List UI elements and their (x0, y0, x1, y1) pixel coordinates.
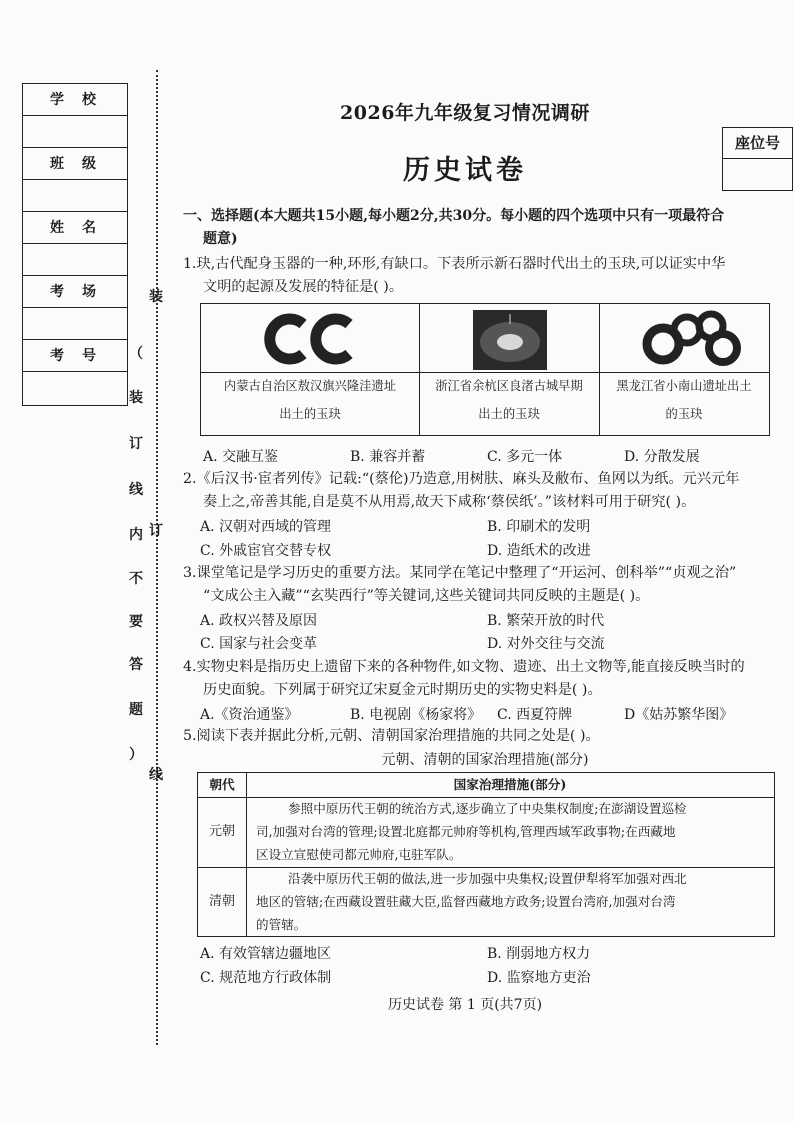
jade-caption: 浙江省余杭区良渚古城早期 出土的玉玦 (435, 379, 583, 421)
binding-note-char: 内 (129, 527, 143, 543)
option-a[interactable]: A. 政权兴替及原因 (200, 613, 318, 629)
question-3-stem: “文成公主入藏”“玄奘西行”等关键词,这些关键词共同反映的主题是( )。 (203, 588, 650, 604)
table-header-dynasty: 朝代 (209, 777, 235, 792)
binding-mark: 装 (149, 289, 163, 305)
subject-title: 历史试卷 (403, 155, 527, 186)
binding-note-char: 题 (129, 702, 143, 718)
field-label-exam-number: 考号 (23, 340, 127, 372)
question-4-stem: 4.实物史料是指历史上遗留下来的各种物件,如文物、遗迹、出土文物等,能直接反映当时的 (183, 659, 745, 675)
jade-jue-image (633, 310, 745, 370)
field-label-name: 姓名 (23, 212, 127, 244)
measure-line: 的管辖。 (256, 917, 307, 932)
jade-jue-image (263, 312, 359, 366)
binding-note-char: 装 (129, 390, 143, 406)
binding-mark: 线 (149, 767, 163, 783)
option-d[interactable]: D. 监察地方吏治 (487, 970, 591, 986)
field-input-name[interactable] (23, 244, 127, 276)
jade-caption: 内蒙古自治区敖汉旗兴隆洼遗址 出土的玉玦 (223, 379, 397, 421)
dynasty-qing: 清朝 (208, 894, 235, 909)
option-c[interactable]: C. 西夏符牌 (497, 707, 573, 723)
section-instruction: 一、选择题(本大题共15小题,每小题2分,共30分。每小题的四个选项中只有一项最符合 (183, 208, 725, 224)
option-b[interactable]: B. 印刷术的发明 (487, 519, 591, 535)
binding-note-char: ） (129, 747, 143, 763)
binding-dotted-line (156, 70, 158, 1045)
option-b[interactable]: B. 削弱地方权力 (487, 946, 591, 962)
measure-line: 司,加强对台湾的管理;设置北庭都元帅府等机构,管理西域军政事物;在西藏地 (256, 824, 676, 839)
binding-note-char: 答 (129, 657, 143, 673)
option-d[interactable]: D. 对外交往与交流 (487, 636, 605, 652)
field-label-exam-room: 考场 (23, 276, 127, 308)
student-info-table (22, 83, 128, 406)
field-label-school: 学校 (23, 84, 127, 116)
question-3-stem: 3.课堂笔记是学习历史的重要方法。某同学在笔记中整理了“开运河、创科举”“贞观之治” (183, 565, 737, 581)
question-1-stem: 1.玦,古代配身玉器的一种,环形,有缺口。下表所示新石器时代出土的玉玦,可以证实中华 (183, 256, 726, 272)
dynasty-yuan: 元朝 (208, 824, 235, 839)
option-d[interactable]: D《姑苏繁华图》 (624, 707, 734, 723)
binding-note-char: （ (129, 346, 143, 362)
option-a[interactable]: A. 有效管辖边疆地区 (200, 946, 332, 962)
table-caption: 元朝、清朝的国家治理措施(部分) (381, 752, 589, 768)
option-b[interactable]: B. 兼容并蓄 (350, 449, 426, 465)
option-a[interactable]: A.《资治通鉴》 (200, 707, 299, 723)
exam-title: 2026年九年级复习情况调研 (340, 102, 590, 124)
jade-jue-image (473, 310, 547, 370)
binding-note-char: 要 (129, 614, 143, 630)
question-1-stem: 文明的起源及发展的特征是( )。 (203, 279, 404, 295)
measure-line: 沿袭中原历代王朝的做法,进一步加强中央集权;设置伊犁将军加强对西北 (288, 871, 687, 886)
binding-mark: 订 (149, 523, 163, 539)
field-input-class[interactable] (23, 180, 127, 212)
field-input-school[interactable] (23, 116, 127, 148)
question-2-stem: 奏上之,帝善其能,自是莫不从用焉,故天下咸称‘蔡侯纸’。”该材料可用于研究( )。 (203, 494, 696, 510)
field-input-exam-room[interactable] (23, 308, 127, 340)
section-instruction: 题意) (203, 231, 238, 247)
page-footer: 历史试卷 第 1 页(共7页) (387, 997, 543, 1013)
option-a[interactable]: A. 交融互鉴 (203, 449, 279, 465)
option-c[interactable]: C. 国家与社会变革 (200, 636, 318, 652)
jade-caption: 黑龙江省小南山遗址出土 的玉玦 (616, 379, 752, 421)
option-d[interactable]: D. 分散发展 (624, 449, 700, 465)
option-b[interactable]: B. 繁荣开放的时代 (487, 613, 605, 629)
measure-line: 参照中原历代王朝的统治方式,逐步确立了中央集权制度;在澎湖设置巡检 (288, 801, 687, 816)
seat-number-box[interactable] (722, 127, 793, 191)
question-2-stem: 2.《后汉书·宦者列传》记载:“(蔡伦)乃造意,用树肤、麻头及敝布、鱼网以为纸。元兴元年 (183, 471, 740, 487)
table-header-measures: 国家治理措施(部分) (453, 777, 567, 792)
option-d[interactable]: D. 造纸术的改进 (487, 543, 591, 559)
option-c[interactable]: C. 外戚宦官交替专权 (200, 543, 332, 559)
measure-line: 地区的管辖;在西藏设置驻藏大臣,监督西藏地方政务;设置台湾府,加强对台湾 (256, 894, 676, 909)
binding-note-char: 订 (129, 436, 143, 452)
field-input-exam-number[interactable] (23, 372, 127, 405)
option-b[interactable]: B. 电视剧《杨家将》 (350, 707, 482, 723)
option-c[interactable]: C. 规范地方行政体制 (200, 970, 332, 986)
seat-number-label: 座位号 (723, 128, 792, 159)
governance-table (197, 772, 775, 937)
measure-line: 区设立宣慰使司都元帅府,屯驻军队。 (256, 847, 462, 862)
jade-artifacts-table (200, 303, 770, 436)
field-label-class: 班级 (23, 148, 127, 180)
binding-note-char: 不 (129, 571, 143, 587)
question-5-stem: 5.阅读下表并据此分析,元朝、清朝国家治理措施的共同之处是( )。 (183, 728, 600, 744)
option-c[interactable]: C. 多元一体 (487, 449, 563, 465)
binding-note-char: 线 (129, 482, 143, 498)
option-a[interactable]: A. 汉朝对西域的管理 (200, 519, 332, 535)
question-4-stem: 历史面貌。下列属于研究辽宋夏金元时期历史的实物史料是( )。 (203, 682, 602, 698)
